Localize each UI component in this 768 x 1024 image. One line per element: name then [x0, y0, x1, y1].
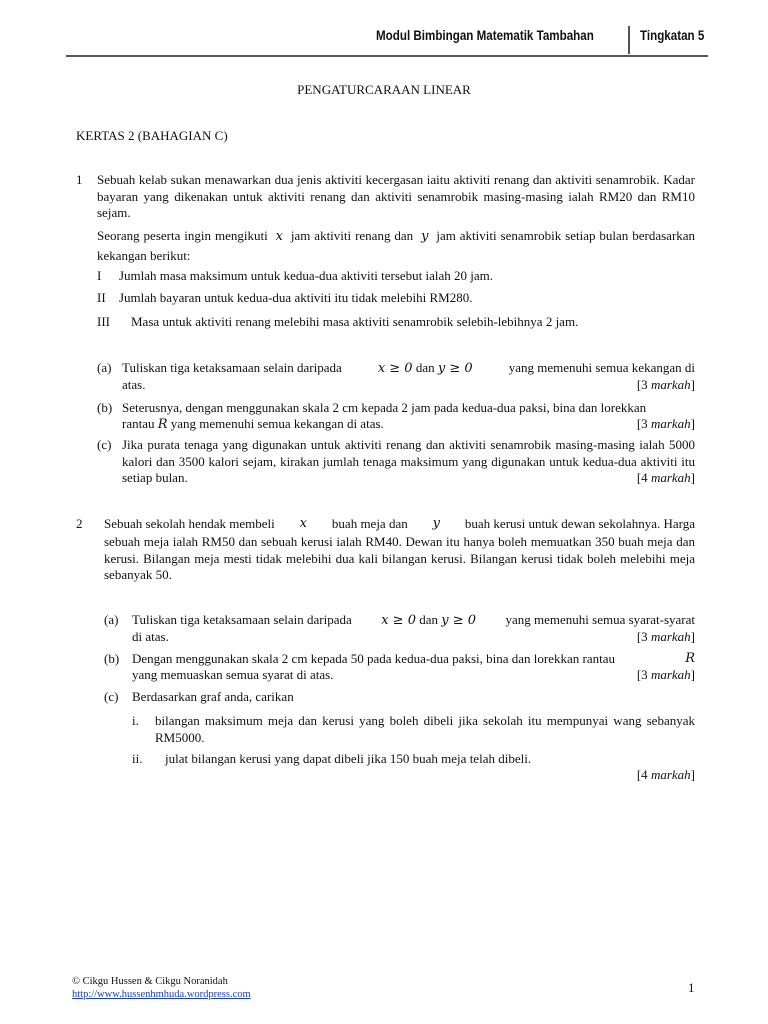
header-module-title: Modul Bimbingan Matematik Tambahan: [376, 28, 594, 43]
q2cii-text: julat bilangan kerusi yang dapat dibeli jika 150 buah meja telah dibeli.: [165, 751, 532, 766]
q2c-text: Berdasarkan graf anda, carikan: [132, 689, 294, 704]
header-level: Tingkatan 5: [640, 28, 705, 43]
var-x: x: [299, 516, 308, 531]
header-divider: [628, 26, 630, 54]
q1b-label: (b): [97, 400, 113, 415]
q2a-line2: di atas.: [132, 629, 169, 644]
q1a-label: (a): [97, 360, 112, 375]
q2ci-text: bilangan maksimum meja dan kerusi yang boleh dibeli jika sekolah itu mempunyai wang sebanyak RM5000.: [155, 713, 695, 745]
ineq-x: x ≥ 0: [381, 613, 416, 628]
footer-copyright: © Cikgu Hussen & Cikgu Noranidah: [72, 976, 228, 987]
q2b-label: (b): [104, 651, 120, 666]
ineq-y: y ≥ 0: [437, 361, 473, 376]
page-title: PENGATURCARAAN LINEAR: [297, 82, 471, 97]
q2b-line1: Dengan menggunakan skala 2 cm kepada 50 pada kedua-dua paksi, bina dan lorekkan rantau R: [132, 651, 695, 666]
q1-constraint-text: Jumlah masa maksimum untuk kedua-dua aktiviti tersebut ialah 20 jam.: [119, 268, 494, 283]
q2a-marks: [3 markah]: [636, 629, 695, 644]
var-y: y: [432, 516, 440, 531]
q1-constraint-roman: II: [97, 290, 106, 305]
region-r: R: [157, 417, 168, 432]
var-y: y: [421, 229, 429, 244]
q1b-marks: [3 markah]: [636, 416, 695, 431]
q2c-marks: [4 markah]: [636, 767, 695, 782]
q1-intro: Sebuah kelab sukan menawarkan dua jenis aktiviti kecergasan iaitu aktiviti renang dan aktiviti senamrobik. Kadar bayaran yang dikenakan untuk aktiviti renang dan aktiviti senamrobik masing-masing ialah RM20 dan RM10 sejam.: [97, 172, 695, 220]
q2a-line1: Tuliskan tiga ketaksamaan selain daripada x ≥ 0 dan y ≥ 0 yang memenuhi semua syarat-syarat: [132, 612, 695, 628]
q2-line1: Sebuah sekolah hendak membeli x buah meja dan y buah kerusi untuk dewan sekolahnya. Harga: [104, 516, 695, 531]
region-r: R: [685, 651, 695, 666]
q1a-line1: Tuliskan tiga ketaksamaan selain daripada x ≥ 0 dan y ≥ 0 yang memenuhi semua kekangan di: [122, 360, 695, 376]
q1b-line1: Seterusnya, dengan menggunakan skala 2 cm kepada 2 jam pada kedua-dua paksi, bina dan lorekkan: [122, 400, 647, 415]
q1-constraint-roman: III: [97, 314, 110, 329]
q2b-marks: [3 markah]: [636, 667, 695, 682]
q2b-line2: yang memuaskan semua syarat di atas.: [132, 667, 334, 682]
q2ci-label: i.: [132, 713, 139, 728]
ineq-x: x ≥ 0: [377, 361, 413, 376]
q2a-label: (a): [104, 612, 119, 627]
q1-constraint-text: Jumlah bayaran untuk kedua-dua aktiviti itu tidak melebihi RM280.: [119, 290, 473, 305]
q1c-text: Jika purata tenaga yang digunakan untuk aktiviti renang dan aktiviti senamrobik masing-masing ialah 5000 kalori dan 3500 kalori sejam, kirakan jumlah tenaga maksimum yang digunakan untuk kedua-dua aktiviti itu setiap bulan.: [122, 437, 695, 485]
q1-paragraph-2: Seorang peserta ingin mengikuti x jam aktiviti renang dan y jam aktiviti senamrobik setiap bulan berdasarkan kekangan berikut:: [97, 228, 696, 263]
q1-constraint-text: Masa untuk aktiviti renang melebihi masa aktiviti senamrobik selebih-lebihnya 2 jam.: [131, 314, 579, 329]
q1c-marks: [4 markah]: [636, 470, 695, 485]
var-x: x: [275, 229, 283, 244]
header-rule: [66, 55, 708, 57]
section-heading: KERTAS 2 (BAHAGIAN C): [76, 128, 228, 143]
page-number: 1: [688, 980, 695, 995]
q1-number: 1: [76, 172, 83, 187]
q2c-label: (c): [104, 689, 119, 704]
q1-constraint-roman: I: [97, 268, 102, 283]
q2cii-label: ii.: [132, 751, 143, 766]
q1b-line2: rantau R yang memenuhi semua kekangan di atas.: [122, 416, 384, 432]
footer-link[interactable]: http://www.hussenhmhuda.wordpress.com: [72, 989, 251, 1000]
q1c-label: (c): [97, 437, 112, 452]
q2-number: 2: [76, 516, 83, 531]
q1a-marks: [3 markah]: [636, 377, 695, 392]
ineq-y: y ≥ 0: [441, 613, 477, 628]
q2-intro-rest: sebuah meja ialah RM50 dan sebuah kerusi ialah RM40. Dewan itu hanya boleh memuatkan 350 buah meja dan kerusi. Bilangan meja mesti tidak melebihi dua kali bilangan kerusi. Bilangan kerusi tidak boleh melebihi meja sebanyak 50.: [104, 534, 695, 582]
q1a-line2: atas.: [122, 377, 146, 392]
